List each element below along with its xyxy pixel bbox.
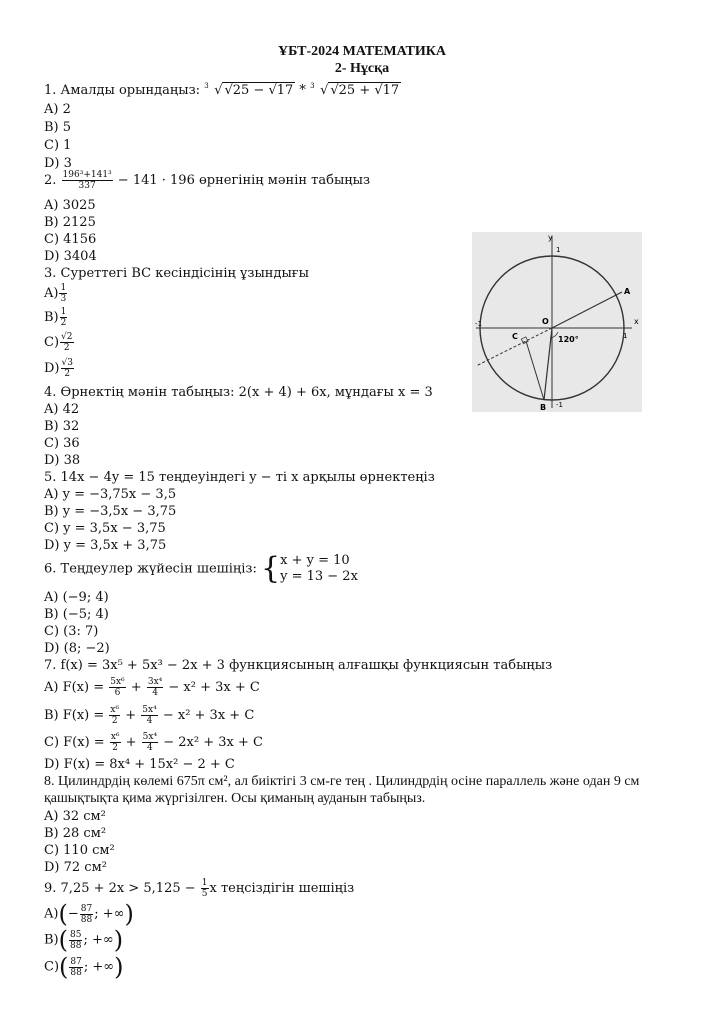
radicand-1: √25 − √17	[224, 83, 294, 98]
q8-answer-d[interactable]: D) 72 см²	[44, 860, 107, 875]
q2-answer-c[interactable]: C) 4156	[44, 232, 97, 247]
denominator: 2	[111, 716, 118, 726]
question-8-line-1: 8. Цилиндрдің көлемі 675π см², ал биіктігі 3 см-ге тең . Цилиндрдің осіне параллель және одан 9 см	[44, 774, 640, 789]
q8-answer-a[interactable]: A) 32 см²	[44, 809, 106, 824]
answer-label: D)	[44, 361, 60, 376]
answer-label: C)	[44, 335, 60, 350]
answer-label: A)	[44, 286, 59, 301]
question-2	[44, 170, 370, 191]
q6-answer-d[interactable]: D) (8; −2)	[44, 641, 110, 656]
q4-answer-a[interactable]: A) 42	[44, 402, 80, 417]
question-9	[44, 878, 354, 899]
question-7: 7. f(x) = 3x⁵ + 5x³ − 2x + 3 функциясының алғашқы функциясын табыңыз	[44, 658, 553, 673]
cube-root-2: 3 √ √25 + √17	[310, 82, 401, 100]
q9-answer-b[interactable]: B)( $\frac{85}{88}$ ; +∞)	[44, 926, 124, 954]
answer-rest: − 2x² + 3x + C	[159, 735, 263, 750]
question-2-text: − 141 · 196 өрнегінің мәнін табыңыз	[113, 173, 371, 188]
cube-root-1: 3 √ √25 − √17	[204, 82, 295, 100]
q9-answer-a[interactable]: A)(− $\frac{87}{88}$ ; +∞)	[44, 900, 134, 928]
q1-answer-a[interactable]: A) 2	[44, 102, 71, 117]
equation-system	[280, 553, 358, 585]
denominator: 2	[60, 318, 67, 328]
denominator: 88	[70, 940, 82, 951]
y-axis-label: y	[548, 233, 553, 242]
fraction-2	[147, 677, 163, 698]
q6-answer-b[interactable]: B) (−5; 4)	[44, 607, 109, 622]
fraction-2	[141, 705, 157, 726]
q4-answer-d[interactable]: D) 38	[44, 453, 81, 468]
answer-sign: −	[67, 906, 79, 922]
y-top-tick: 1	[556, 246, 561, 254]
numerator: 1	[201, 878, 208, 888]
q3-answer-d[interactable]	[44, 358, 75, 379]
answer-fraction	[60, 332, 73, 353]
unit-circle-figure	[472, 232, 642, 412]
answer-label: C)	[44, 959, 60, 975]
variant-label: 2- Нұсқа	[334, 61, 390, 76]
q7-answer-d[interactable]: D) F(x) = 8x⁴ + 15x² − 2 + C	[44, 757, 235, 772]
q3-answer-a[interactable]	[44, 283, 68, 304]
q5-answer-a[interactable]: A) y = −3,75x − 3,5	[44, 487, 177, 502]
answer-fraction	[60, 307, 68, 328]
numerator: 3x⁴	[147, 677, 163, 687]
answer-label: C) F(x) =	[44, 735, 109, 750]
q5-answer-c[interactable]: C) y = 3,5x − 3,75	[44, 521, 166, 536]
denominator: 5	[201, 889, 208, 899]
page-title: ҰБТ-2024 МАТЕМАТИКА	[277, 44, 447, 59]
q4-answer-b[interactable]: B) 32	[44, 419, 80, 434]
question-3: 3. Суреттегі BC кесіндісінің ұзындығы	[44, 266, 309, 281]
q2-fraction	[62, 170, 113, 191]
numerator: 85	[70, 929, 82, 940]
root-index: 3	[310, 82, 315, 90]
question-6	[44, 553, 358, 585]
question-8-line-2: қашықтықта қима жүргізілген. Осы қиманың ауданын табыңыз.	[44, 791, 426, 806]
q8-answer-b[interactable]: B) 28 см²	[44, 826, 107, 841]
numerator: 87	[70, 956, 82, 967]
root-index: 3	[204, 82, 209, 90]
numerator: 5x⁶	[110, 677, 125, 687]
point-b-label: B	[540, 403, 547, 412]
fraction-2	[142, 732, 158, 753]
point-o-label: O	[542, 317, 549, 326]
answer-fraction	[69, 930, 82, 951]
numerator: x⁶	[110, 705, 120, 715]
answer-label: A) F(x) =	[44, 680, 109, 695]
numerator: √3	[61, 358, 73, 368]
y-bottom-tick: -1	[556, 401, 563, 409]
answer-rest: − x² + 3x + C	[158, 708, 255, 723]
question-6-text: 6. Теңдеулер жүйесін шешіңіз:	[44, 561, 262, 577]
q8-answer-c[interactable]: C) 110 см²	[44, 843, 115, 858]
question-9-pre: 9. 7,25 + 2x > 5,125 −	[44, 881, 200, 896]
denominator: 6	[114, 688, 121, 698]
q6-answer-a[interactable]: A) (−9; 4)	[44, 590, 109, 605]
q2-answer-d[interactable]: D) 3404	[44, 249, 97, 264]
q2-answer-b[interactable]: B) 2125	[44, 215, 96, 230]
denominator: 2	[63, 343, 70, 353]
q7-answer-a[interactable]: A) F(x) = $\frac{\text{5x⁶}}{6}$ + $\frac{\text{3x⁴}}{4}$ − x² + 3x + C	[44, 677, 260, 698]
point-a-label: A	[624, 287, 631, 296]
answer-label: B)	[44, 310, 59, 325]
q5-answer-d[interactable]: D) y = 3,5x + 3,75	[44, 538, 167, 553]
q1-answer-c[interactable]: C) 1	[44, 138, 72, 153]
numerator: √2	[61, 332, 73, 342]
numerator: 87	[80, 903, 93, 914]
denominator: 3	[60, 294, 67, 304]
q2-numerator: 196³+141³	[62, 170, 112, 180]
x-axis-label: x	[634, 317, 639, 326]
denominator: 88	[80, 914, 93, 925]
numerator: 5x⁴	[142, 732, 158, 742]
point-c-label: C	[512, 332, 518, 341]
question-1-prefix: 1. Амалды орындаңыз:	[44, 83, 205, 98]
equation-1: x + y = 10	[280, 553, 350, 568]
answer-tail: ; +∞	[83, 959, 115, 975]
q5-answer-b[interactable]: B) y = −3,5x − 3,75	[44, 504, 177, 519]
answer-label: B)	[44, 932, 59, 948]
denominator: 4	[152, 688, 158, 698]
answer-fraction	[80, 904, 93, 925]
q7-answer-b[interactable]: B) F(x) = $\frac{\text{x⁶}}{2}$ + $\frac{\text{5x⁴}}{4}$ − x² + 3x + C	[44, 705, 255, 726]
numerator: x⁶	[110, 732, 120, 742]
q9-fraction	[201, 878, 209, 899]
numerator: 1	[60, 307, 67, 317]
answer-rest: − x² + 3x + C	[164, 680, 260, 695]
question-5: 5. 14x − 4y = 15 теңдеуіндегі y − ті x арқылы өрнектеңіз	[44, 470, 435, 485]
q9-answer-c[interactable]: C)( $\frac{87}{88}$ ; +∞)	[44, 953, 124, 981]
denominator: 4	[146, 716, 153, 726]
denominator: 2	[64, 369, 71, 379]
equation-2: y = 13 − 2x	[280, 569, 358, 584]
q1-answer-d[interactable]: D) 3	[44, 156, 72, 171]
q2-answer-a[interactable]: A) 3025	[44, 198, 96, 213]
denominator: 4	[147, 743, 153, 753]
x-left-tick: -1	[475, 320, 482, 328]
question-9-post: x теңсіздігін шешіңіз	[209, 881, 355, 896]
radicand-2: √25 + √17	[330, 83, 400, 98]
answer-fraction	[69, 957, 82, 978]
fraction-1	[110, 732, 121, 753]
numerator: 1	[60, 283, 67, 293]
answer-fraction	[61, 358, 74, 379]
q1-answer-b[interactable]: B) 5	[44, 120, 72, 135]
q6-answer-c[interactable]: C) (3: 7)	[44, 624, 99, 639]
denominator: 88	[70, 967, 82, 978]
question-1	[44, 82, 401, 100]
question-4: 4. Өрнектің мәнін табыңыз: 2(x + 4) + 6x, мұндағы x = 3	[44, 385, 433, 400]
answer-label: A)	[44, 906, 59, 922]
answer-tail: ; +∞	[94, 906, 125, 922]
q7-answer-c[interactable]: C) F(x) = $\frac{\text{x⁶}}{2}$ + $\frac{\text{5x⁴}}{4}$ − 2x² + 3x + C	[44, 732, 263, 753]
fraction-1	[109, 705, 120, 726]
q3-answer-c[interactable]	[44, 332, 75, 353]
numerator: 5x⁴	[142, 705, 157, 715]
system-brace: {	[261, 551, 281, 586]
angle-label: 120°	[558, 335, 579, 344]
answer-label: B) F(x) =	[44, 708, 109, 723]
figure-background	[472, 232, 642, 412]
q4-answer-c[interactable]: C) 36	[44, 436, 80, 451]
q3-answer-b[interactable]	[44, 307, 68, 328]
answer-fraction	[59, 283, 67, 304]
operator: *	[295, 83, 311, 98]
x-right-tick: 1	[623, 332, 628, 340]
question-2-prefix: 2.	[44, 173, 61, 188]
answer-tail: ; +∞	[83, 932, 114, 948]
q2-denominator: 337	[78, 181, 96, 191]
fraction-1	[109, 677, 125, 698]
denominator: 2	[112, 743, 119, 753]
